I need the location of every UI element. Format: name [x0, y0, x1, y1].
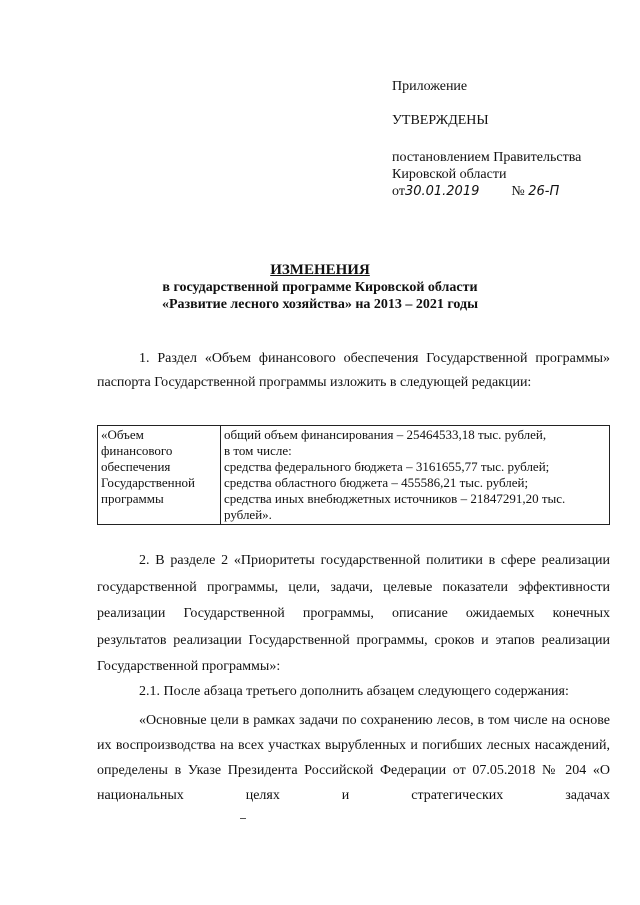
- approved-by-line1: постановлением Правительства: [392, 150, 582, 165]
- date-prefix: от: [392, 184, 405, 199]
- label-line: программы: [101, 491, 164, 506]
- table-row: [98, 426, 610, 525]
- value-line: в том числе:: [224, 443, 292, 458]
- label-line: финансового: [101, 443, 173, 458]
- value-line: рублей».: [224, 507, 272, 522]
- table-value-cell: [221, 426, 610, 525]
- appendix-label: Приложение: [392, 79, 468, 94]
- label-line: Государственной: [101, 475, 196, 490]
- value-line: средства областного бюджета – 455586,21 тыс. рублей;: [224, 475, 529, 490]
- approval-date-number: [392, 183, 632, 200]
- paragraph-item2-1: 2.1. После абзаца третьего дополнить абзацем следующего содержания:: [139, 684, 569, 699]
- document-title: [0, 262, 640, 313]
- approval-block: [392, 78, 632, 200]
- handwritten-number: 26-П: [528, 184, 560, 199]
- label-line: обеспечения: [101, 459, 171, 474]
- table-label-cell: [98, 426, 221, 525]
- paragraph-quote: «Основные цели в рамках задачи по сохранению лесов, в том числе на основе их воспроизводства на всех участках вырубленных и погибших лесных насаждений, определены в Указе Президента Российской Федерации от 07.05.2018 № 204 «О национальных целях и стратегических задачах: [97, 713, 610, 803]
- paragraph-item1: 1. Раздел «Объем финансового обеспечения Государственной программы» паспорта Государственной программы изложить в следующей редакции:: [97, 351, 610, 390]
- financing-table: [97, 425, 610, 525]
- title-line2: в государственной программе Кировской области: [162, 280, 478, 295]
- approved-label: УТВЕРЖДЕНЫ: [392, 113, 489, 128]
- number-prefix: №: [511, 184, 525, 199]
- value-line: общий объем финансирования – 25464533,18 тыс. рублей,: [224, 427, 547, 442]
- title-main: ИЗМЕНЕНИЯ: [270, 262, 370, 278]
- label-line: «Объем: [101, 427, 144, 442]
- handwritten-date: 30.01.2019: [404, 184, 480, 199]
- value-line: средства федерального бюджета – 3161655,77 тыс. рублей;: [224, 459, 550, 474]
- approved-by-line2: Кировской области: [392, 167, 507, 182]
- scan-mark: [240, 818, 246, 819]
- title-line3: «Развитие лесного хозяйства» на 2013 – 2021 годы: [161, 297, 479, 312]
- paragraph-item2: 2. В разделе 2 «Приоритеты государственной политики в сфере реализации государственной программы, цели, задачи, целевые показатели эффективности реализации Государственной программы, описание ожидаемых конечных результатов реализации Государственной программы, сроков и этапов реализации Государственной программы»:: [97, 553, 610, 674]
- value-line: средства иных внебюджетных источников – 21847291,20 тыс.: [224, 491, 566, 506]
